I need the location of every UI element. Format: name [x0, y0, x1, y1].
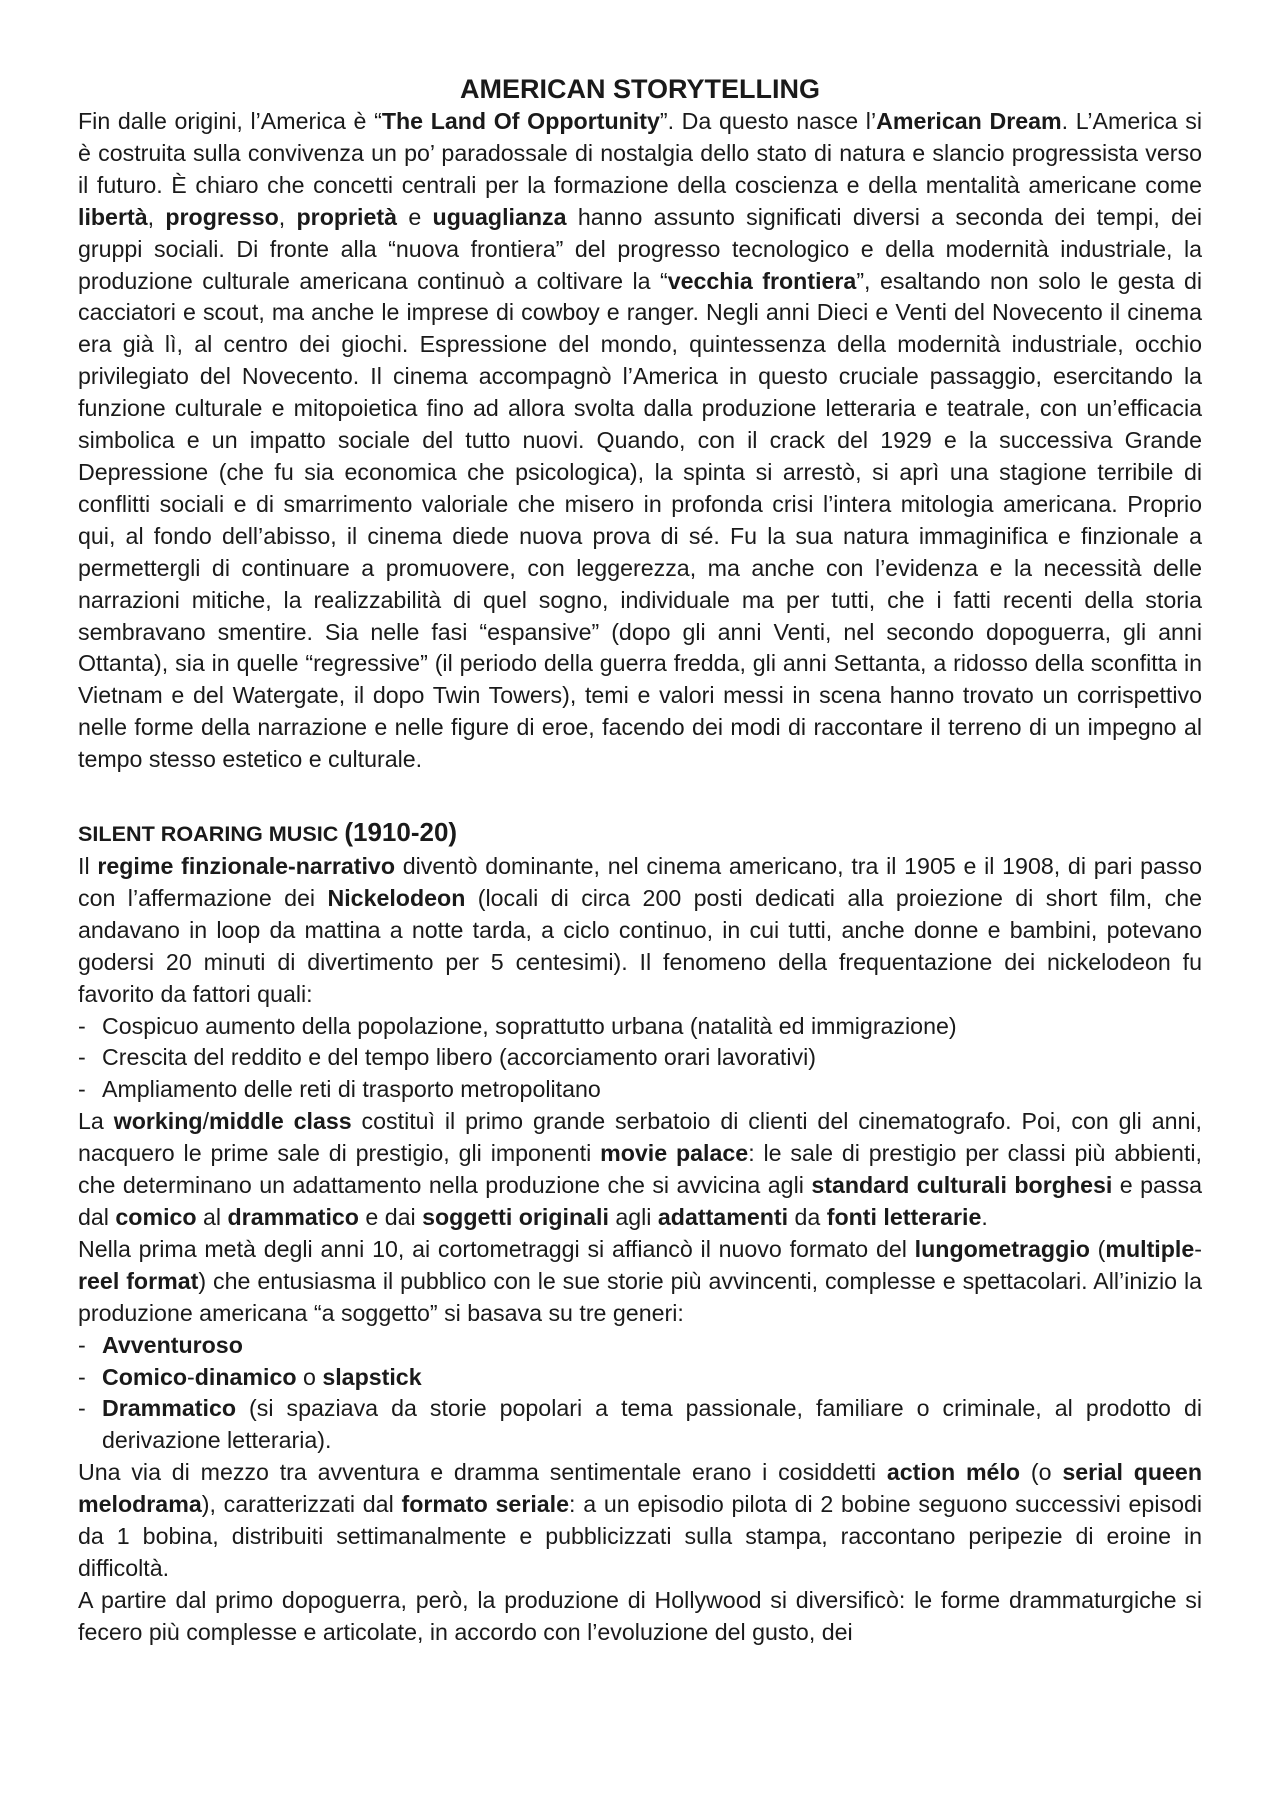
text: agli — [608, 1204, 658, 1230]
paragraph-intro — [78, 106, 1202, 776]
bold-text: libertà — [78, 203, 148, 230]
section-heading — [78, 815, 1202, 851]
bold-text: serial queen melodrama — [78, 1459, 1202, 1518]
bold-text: American Dream — [876, 108, 1062, 134]
text: e dai — [358, 1204, 423, 1230]
bold-text: multiple — [1105, 1235, 1195, 1262]
document-title: AMERICAN STORYTELLING — [459, 74, 820, 104]
text: (o — [1020, 1459, 1063, 1486]
text: ), caratterizzati dal — [201, 1491, 402, 1518]
text: al — [196, 1204, 228, 1230]
text: , — [278, 203, 297, 230]
paragraph-dopoguerra — [78, 1585, 1202, 1649]
bold-text: vecchia frontiera — [667, 267, 857, 294]
bold-text: adattamenti — [657, 1204, 789, 1230]
list-item: - Ampliamento delle reti di trasporto metropolitano — [78, 1074, 1202, 1106]
text: Fin dalle origini, l’America è “ — [78, 108, 382, 134]
text: La — [78, 1108, 114, 1135]
bold-text: lungometraggio — [914, 1235, 1090, 1262]
text: Una via di mezzo tra avventura e dramma sentimentale erano i cosiddetti — [78, 1459, 887, 1486]
text: : le sale di prestigio per classi più abbienti, che determinano un adattamento nella produzione che si avvicina agli — [78, 1140, 1202, 1199]
paragraph-action-melo — [78, 1457, 1202, 1585]
bold-text: Nickelodeon — [327, 884, 466, 911]
text: . — [981, 1204, 988, 1230]
text: - — [187, 1363, 195, 1390]
paragraph-working-class — [78, 1106, 1202, 1234]
bold-text: reel format — [78, 1267, 199, 1294]
bold-text: The Land Of Opportunity — [381, 108, 660, 134]
bold-text: formato seriale — [401, 1491, 570, 1518]
bold-text: slapstick — [322, 1363, 422, 1390]
bold-text: drammatico — [227, 1204, 359, 1230]
genres-list — [78, 1330, 1202, 1458]
bold-text: middle class — [209, 1108, 352, 1135]
text: (si spaziava da storie popolari a tema passionale, familiare o criminale, al prodotto di derivazione letteraria). — [102, 1395, 1202, 1454]
list-item — [78, 1330, 1202, 1362]
bold-text: dinamico — [194, 1363, 297, 1390]
text: . L’America si è costruita sulla convivenza un po’ paradossale di nostalgia dello stato di natura e slancio progressista verso il futuro. È chiaro che concetti centrali per la formazione della coscienza e della mentalità americane come — [78, 108, 1202, 198]
bold-text: regime finzionale-narrativo — [97, 853, 395, 880]
text: (locali di circa 200 posti dedicati alla proiezione di short film, che andavano in loop da mattina a notte tarda, a ciclo continuo, in cui tutti, anche donne e bambini, potevano godersi 20 minuti di divertimento per 5 centesimi). Il fenomeno della frequentazione dei nickelodeon fu favorito da fattori quali: — [78, 884, 1202, 1007]
bold-text: Drammatico — [102, 1395, 237, 1422]
bold-text: comico — [115, 1204, 197, 1230]
text: o — [296, 1363, 323, 1390]
factors-list — [78, 1011, 1202, 1107]
text: costituì il primo grande serbatoio di clienti del cinematografo. Poi, con gli anni, nacquero le prime sale di prestigio, gli imponenti — [78, 1108, 1202, 1167]
bold-text: Avventuroso — [102, 1331, 243, 1358]
bold-text: fonti letterarie — [826, 1204, 982, 1230]
paragraph-nickelodeon — [78, 851, 1202, 1011]
text: - — [1194, 1235, 1202, 1262]
text: ( — [1089, 1235, 1106, 1262]
paragraph-lungometraggio — [78, 1234, 1202, 1330]
bold-text: uguaglianza — [432, 203, 567, 230]
text: : a un episodio pilota di 2 bobine seguono successivi episodi da 1 bobina, distribuiti settimanalmente e pubblicizzati sulla stampa, raccontano peripezie di eroine in difficoltà. — [78, 1491, 1203, 1581]
list-item — [78, 1362, 1202, 1394]
text: hanno assunto significati diversi a seconda dei tempi, dei gruppi sociali. Di fronte alla “nuova frontiera” del progresso tecnologico e della modernità industriale, la produzione culturale americana continuò a coltivare la “ — [78, 203, 1203, 294]
text: ”, esaltando non solo le gesta di cacciatori e scout, ma anche le imprese di cowboy e ranger. Negli anni Dieci e Venti del Novecento il cinema era già lì, al centro dei giochi. Espressione del mondo, quintessenza della modernità industriale, occhio privilegiato del Novecento. Il cinema accompagnò l’America in questo cruciale passaggio, esercitando la funzione culturale e mitopoietica fino ad allora svolta dalla produzione letteraria e teatrale, con un’efficacia simbolica e un impatto sociale del tutto nuovi. Quando, con il crack del 1929 e la successiva Grande Depressione (che fu sia economica che psicologica), la spinta si arrestò, si aprì una stagione terribile di conflitti sociali e di smarrimento valoriale che misero in profonda crisi l’intera mitologia americana. Proprio qui, al fondo dell’abisso, il cinema diede nuova prova di sé. Fu la sua natura immaginifica e finzionale a permettergli di continuare a promuovere, con leggerezza, ma anche con l’evidenza e la necessità delle narrazioni mitiche, la realizzabilità di quel sogno, individuale ma per tutti, che i fatti recenti della storia sembravano smentire. Sia nelle fasi “espansive” (dopo gli anni Venti, nel secondo dopoguerra, gli anni Ottanta), sia in quelle “regressive” (il periodo della guerra fredda, gli anni Settanta, a ridosso della sconfitta in Vietnam e del Watergate, il dopo Twin Towers), temi e valori messi in scena hanno trovato un corrispettivo nelle forme della narrazione e nelle figure di eroe, facendo dei modi di raccontare il terreno di un impegno al tempo stesso estetico e culturale. — [78, 267, 1202, 773]
section-heading-years: (1910-20) — [344, 817, 458, 848]
text: diventò dominante, nel cinema americano, tra il 1905 e il 1908, di pari passo con l’affermazione dei — [78, 853, 1202, 911]
document-page — [78, 72, 1202, 1649]
text: A partire dal primo dopoguerra, però, la produzione di Hollywood si diversificò: le forme drammaturgiche si fecero più complesse e articolate, in accordo con l’evoluzione del gusto, dei — [78, 1586, 1202, 1645]
bold-text: proprietà — [296, 203, 398, 230]
text: da — [788, 1204, 827, 1230]
bold-text: standard culturali borghesi — [811, 1172, 1113, 1199]
list-item: - Crescita del reddito e del tempo libero (accorciamento orari lavorativi) — [78, 1042, 1202, 1074]
text: , — [147, 203, 166, 230]
bold-text: movie palace — [600, 1140, 749, 1167]
text: Il — [78, 853, 98, 880]
bold-text: Comico — [102, 1363, 188, 1390]
text: Nella prima metà degli anni 10, ai cortometraggi si affiancò il nuovo formato del — [78, 1235, 915, 1262]
text: e passa dal — [78, 1172, 1202, 1230]
bold-text: soggetti originali — [422, 1204, 609, 1230]
text: ) che entusiasma il pubblico con le sue storie più avvincenti, complesse e spettacolari. All’inizio la produzione americana “a soggetto” si basava su tre generi: — [78, 1267, 1203, 1326]
list-item: - Cospicuo aumento della popolazione, soprattutto urbana (natalità ed immigrazione) — [78, 1011, 1202, 1043]
section-heading-text: SILENT ROARING MUSIC — [78, 821, 345, 847]
list-item — [78, 1393, 1202, 1457]
bold-text: working — [113, 1108, 203, 1135]
bold-text: action mélo — [886, 1459, 1021, 1486]
text: / — [202, 1108, 210, 1135]
text: e — [397, 203, 433, 230]
bold-text: progresso — [165, 203, 279, 230]
text: ”. Da questo nasce l’ — [659, 108, 877, 134]
